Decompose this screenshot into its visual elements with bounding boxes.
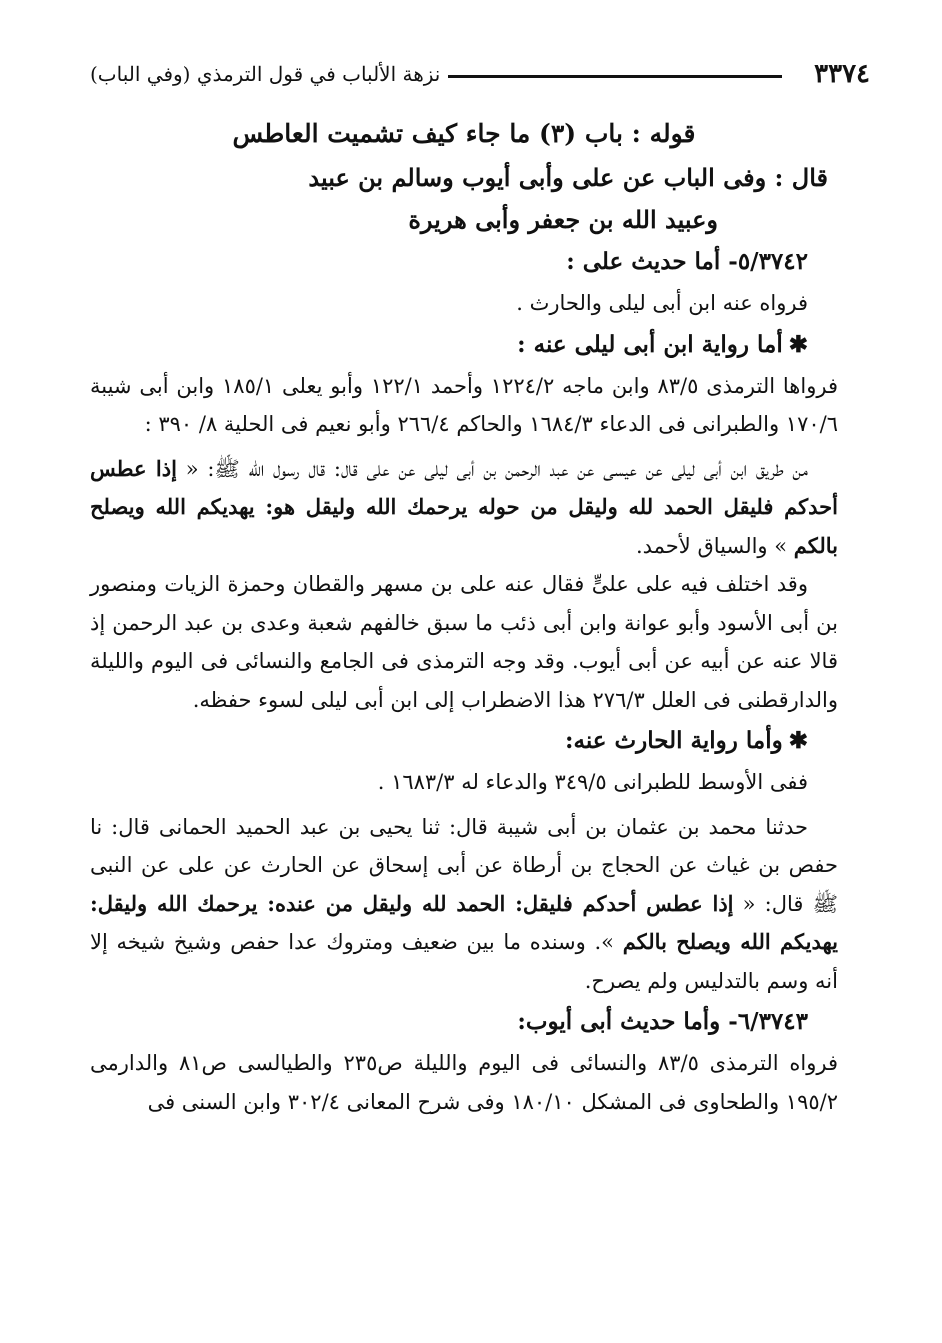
section-heading-abi-ayyub: ٦/٣٧٤٣- وأما حديث أبى أيوب: [517, 1008, 808, 1035]
section-heading-ali: ٥/٣٧٤٢- أما حديث على : [566, 248, 808, 275]
running-title: نزهة الألباب في قول الترمذي (وفي الباب) [90, 62, 441, 86]
page-number: ٣٣٧٤ [814, 59, 870, 89]
paragraph-narrators: فرواه عنه ابن أبى ليلى والحارث . [516, 291, 808, 315]
isnad-outro: ». وسنده ما بين ضعيف ومتروك عدا حفص وشيخ شيخه إلا أنه وسم بالتدليس ولم يصرح. [90, 930, 838, 993]
chapter-heading [90, 112, 838, 240]
chapter-title: قوله : باب (٣) ما جاء كيف تشميت العاطس [232, 119, 696, 148]
star-icon: ✱ [788, 330, 808, 358]
paragraph-harith-isnad [90, 808, 838, 1001]
hadith-outro: » والسياق لأحمد. [635, 533, 794, 558]
hadith-quote: إذا عطس أحدكم فليقل الحمد لله وليقل من حوله يرحمك الله وليقل هو: يهديكم الله ويصلح بالكم [90, 455, 838, 558]
subheading-text: أما رواية ابن أبى ليلى عنه : [517, 330, 783, 358]
paragraph-ikhtilaf: وقد اختلف فيه على علىٍّ فقال عنه على بن مسهر والقطان وحمزة الزيات ومنصور بن أبى الأسود وأبو عوانة وابن أبى ذئب ما سبق خالفهم شعبة وعدى بن عبد الرحمن إذ قالا عنه عن أبيه عن أبى أيوب. وقد وجه الترمذى فى الجامع والنسائى فى اليوم والليلة والدارقطنى فى العلل ٢٧٦/٣ هذا الاضطراب إلى ابن أبى ليلى لسوء حفظه. [90, 572, 838, 712]
paragraph-hadith-text [90, 450, 838, 566]
isnad-quote: إذا عطس أحدكم فليقل: الحمد لله وليقل من عنده: يرحمك الله وليقل: يهديكم الله ويصلح بالكم [90, 890, 838, 954]
star-icon: ✱ [788, 727, 808, 754]
subheading-ibn-abi-layla [90, 323, 838, 367]
qal-line-1: قال : وفى الباب عن على وأبى أيوب وسالم بن عبيد [308, 163, 828, 192]
page-header [90, 56, 870, 96]
hadith-intro: من طريق ابن أبى ليلى عن عيسى عن عبد الرحمن بن أبى ليلى عن على قال: قال رسول الله ﷺ: « [176, 456, 808, 481]
header-rule [448, 75, 782, 78]
subheading-harith [90, 719, 838, 763]
subheading-text: وأما رواية الحارث عنه: [565, 727, 783, 754]
paragraph-sources: فرواها الترمذى ٨٣/٥ وابن ماجه ١٢٢٤/٢ وأحمد ١٢٢/١ وأبو يعلى ١٨٥/١ وابن أبى شيبة ١٧٠/٦ والطبرانى فى الدعاء ١٦٨٤/٣ والحاكم ٢٦٦/٤ وأبو نعيم فى الحلية ٨/ ٣٩٠ : [90, 373, 838, 436]
paragraph-abi-ayyub-sources: فرواه الترمذى ٨٣/٥ والنسائى فى اليوم والليلة ص٢٣٥ والطيالسى ص٨١ والدارمى ١٩٥/٢ والطحاوى فى المشكل ١٨٠/١٠ وفى شرح المعانى ٣٠٢/٤ وابن السنى فى [90, 1051, 838, 1114]
qal-line-2: وعبيد الله بن جعفر وأبى هريرة [408, 205, 718, 234]
paragraph-awsat: ففى الأوسط للطبرانى ٣٤٩/٥ والدعاء له ١٦٨٣/٣ . [377, 770, 808, 794]
isnad-intro: حدثنا محمد بن عثمان بن أبى شيبة قال: ثنا يحيى بن عبد الحميد الحمانى قال: نا حفص بن غياث عن الحجاج بن أرطاة عن أبى إسحاق عن الحارث عن على عن النبى ﷺ قال: « [90, 814, 838, 916]
page-body [90, 112, 838, 1121]
